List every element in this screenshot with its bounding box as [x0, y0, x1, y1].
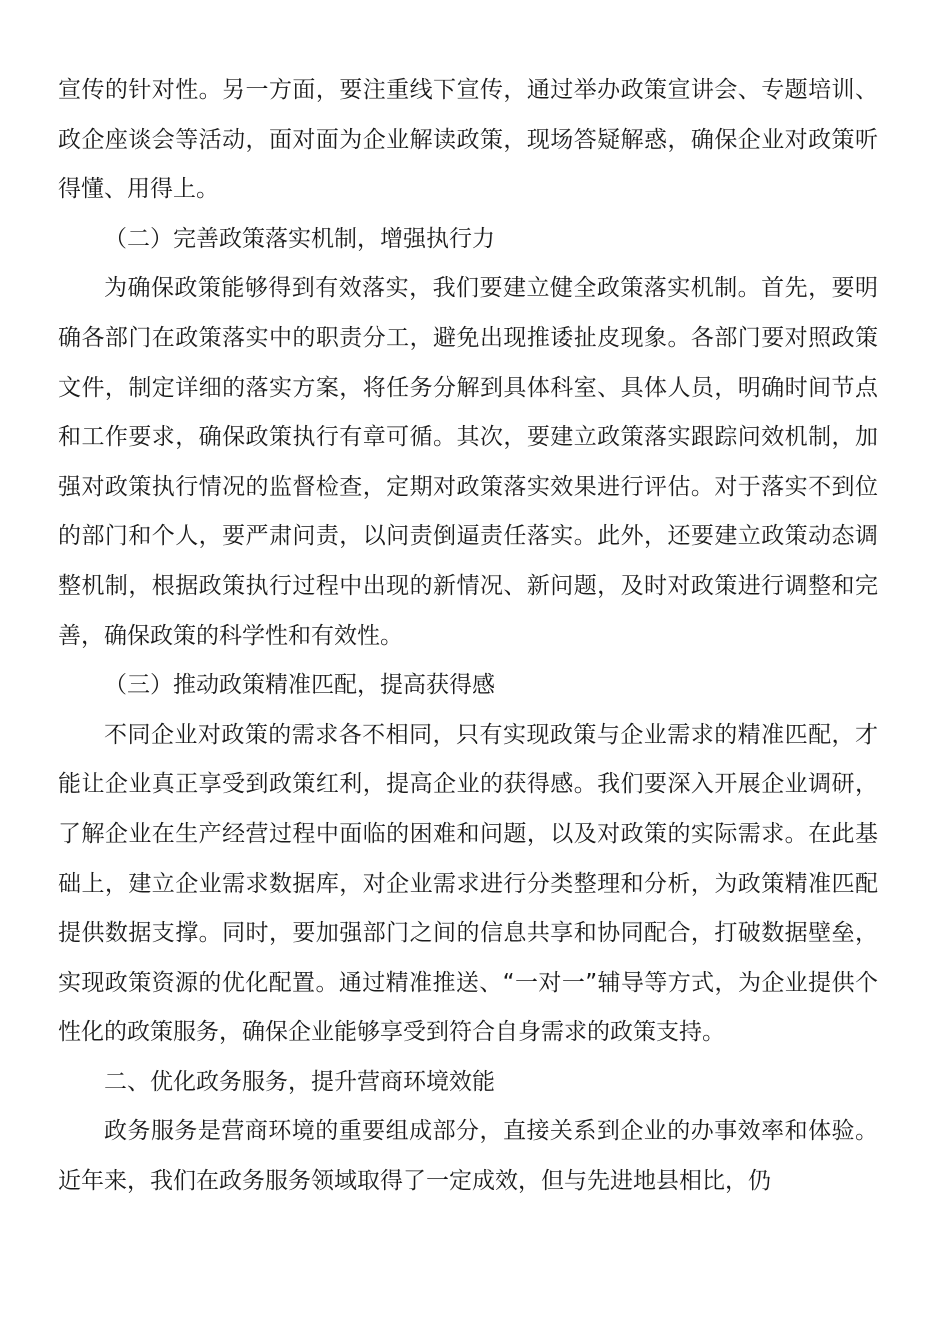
paragraph-continued: 宣传的针对性。另一方面，要注重线下宣传，通过举办政策宣讲会、专题培训、政企座谈会等活动，面对面为企业解读政策，现场答疑解惑，确保企业对政策听得懂、用得上。 [58, 77, 878, 203]
paragraph-government-services: 政务服务是营商环境的重要组成部分，直接关系到企业的办事效率和体验。近年来，我们在政务服务领域取得了一定成效，但与先进地县相比，仍 [58, 1118, 878, 1195]
subheading-2: （二）完善政策落实机制，增强执行力 [104, 225, 495, 252]
paragraph-policy-matching: 不同企业对政策的需求各不相同，只有实现政策与企业需求的精准匹配，才能让企业真正享受到政策红利，提高企业的获得感。我们要深入开展企业调研，了解企业在生产经营过程中面临的困难和问题，以及对政策的实际需求。在此基础上，建立企业需求数据库，对企业需求进行分类整理和分析，为政策精准匹配提供数据支撑。同时，要加强部门之间的信息共享和协同配合，打破数据壁垒，实现政策资源的优化配置。通过精准推送、“一对一”辅导等方式，为企业提供个性化的政策服务，确保企业能够享受到符合自身需求的政策支持。 [58, 721, 878, 1046]
paragraph-policy-implementation: 为确保政策能够得到有效落实，我们要建立健全政策落实机制。首先，要明确各部门在政策落实中的职责分工，避免出现推诿扯皮现象。各部门要对照政策文件，制定详细的落实方案，将任务分解到具体科室、具体人员，明确时间节点和工作要求，确保政策执行有章可循。其次，要建立政策落实跟踪问效机制，加强对政策执行情况的监督检查，定期对政策落实效果进行评估。对于落实不到位的部门和个人，要严肃问责，以问责倒逼责任落实。此外，还要建立政策动态调整机制，根据政策执行过程中出现的新情况、新问题，及时对政策进行调整和完善，确保政策的科学性和有效性。 [58, 275, 878, 649]
document-page [58, 66, 878, 1207]
subheading-3: （三）推动政策精准匹配，提高获得感 [104, 672, 495, 699]
section-heading-2: 二、优化政务服务，提升营商环境效能 [104, 1068, 495, 1095]
